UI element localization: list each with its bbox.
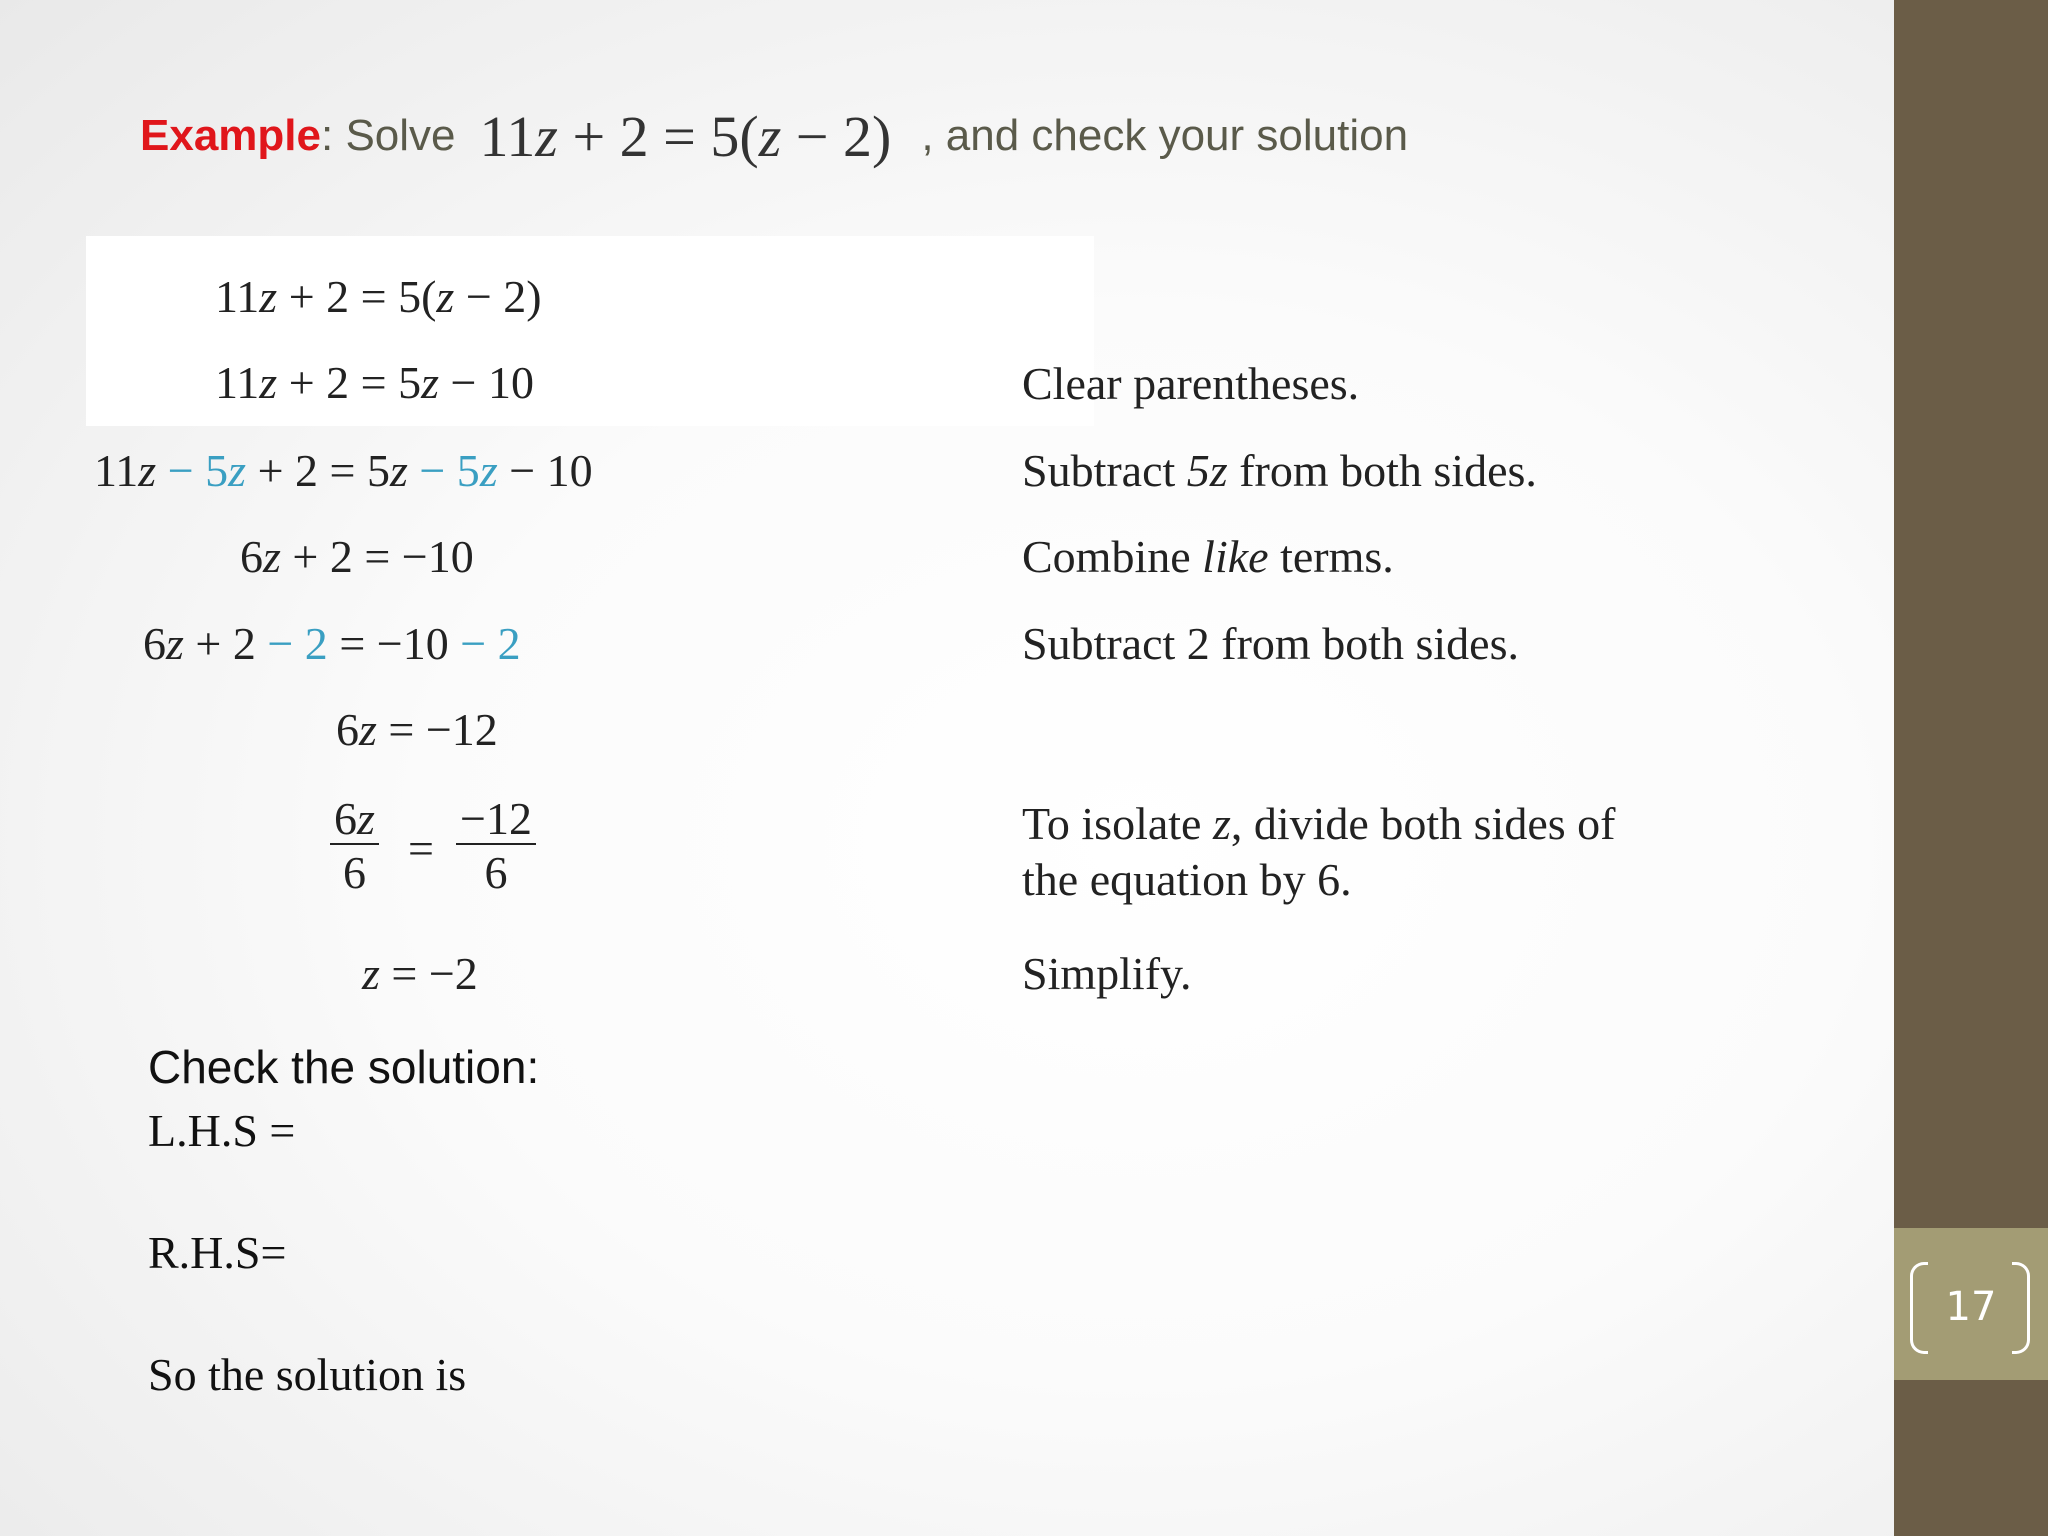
note-simplify: Simplify. [1022,948,1192,999]
note-combine-like-terms: Combine like terms. [1022,531,1394,582]
step-4-equation: 6z + 2 = −10 [240,531,474,582]
left-bracket-icon [1910,1262,1928,1354]
step-7-left-fraction: $\frac{6z}{6}$ [330,795,379,900]
title-equation: 11z + 2 = 5(z − 2) [479,103,892,169]
step-8-equation: z = −2 [362,948,478,999]
check-lhs: L.H.S = [148,1105,296,1156]
note-subtract-2: Subtract 2 from both sides. [1022,618,1519,669]
step-3-equation: 11z − 5z + 2 = 5z − 5z − 10 [94,445,593,496]
note-clear-parentheses: Clear parentheses. [1022,358,1360,409]
step-2-equation: 11z + 2 = 5z − 10 [215,357,534,408]
step-7-right-fraction: $\frac{-12}{6}$ [456,795,536,900]
step-6-equation: 6z = −12 [336,704,498,755]
title-suffix: , and check your solution [921,111,1409,160]
page-number: 17 [1945,1284,1997,1330]
title-colon: : [320,111,334,160]
step-5-equation: 6z + 2 − 2 = −10 − 2 [143,618,521,669]
note-subtract-5z: Subtract 5z from both sides. [1022,445,1537,496]
check-solution: So the solution is [148,1349,467,1400]
check-rhs: R.H.S= [148,1227,287,1278]
example-label: Example [140,111,321,160]
slide-title [140,96,1408,176]
solve-text: Solve [345,111,456,160]
step-1-equation: 11z + 2 = 5(z − 2) [215,271,542,322]
check-heading: Check the solution: [148,1041,540,1093]
right-bracket-icon [2012,1262,2030,1354]
note-isolate-z: To isolate z, divide both sides of the equation by 6. [1022,798,1616,906]
step-7-equals: = [408,823,434,874]
